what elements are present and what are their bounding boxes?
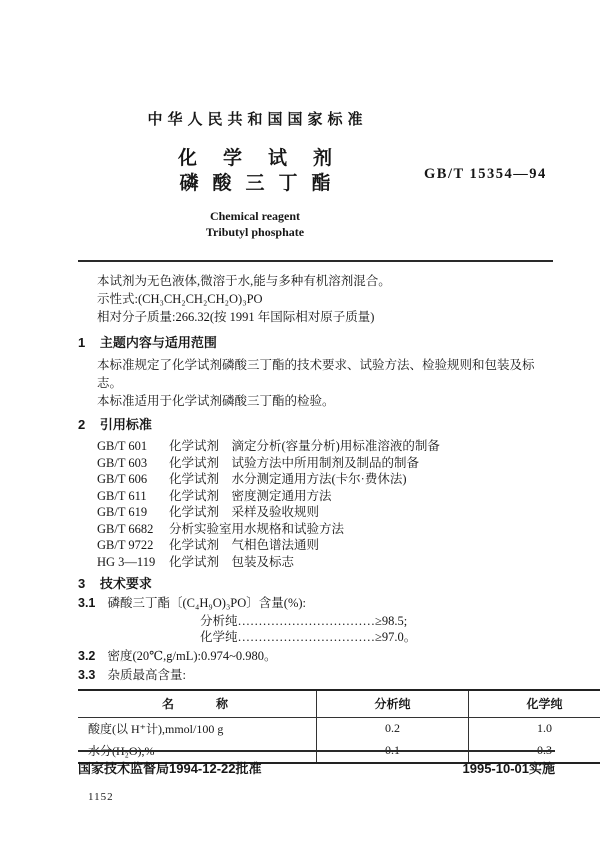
- references-list: [78, 438, 555, 570]
- reference-item: [97, 438, 555, 455]
- approval-text: 国家技术监督局1994-12-22批准: [78, 761, 262, 776]
- title-english-line2: Tributyl phosphate: [205, 225, 305, 239]
- section1-para2: 本标准适用于化学试剂磷酸三丁酯的检验。: [97, 394, 335, 408]
- cell-impurity-name: 酸度(以 H⁺计),mmol/100 g: [88, 722, 224, 736]
- grade-analytical-line: 分析纯……………………………≥98.5;: [200, 613, 408, 628]
- clause-3-3: [78, 667, 555, 685]
- reference-title: 分析实验室用水规格和试验方法: [169, 521, 345, 536]
- title-chinese-line1: 化学试剂: [177, 148, 358, 169]
- reference-item: [97, 521, 555, 538]
- header-title-block: [75, 110, 435, 240]
- reference-title: 化学试剂 密度测定通用方法: [169, 488, 332, 503]
- clause-3-2: [78, 648, 555, 666]
- reference-title: 化学试剂 试验方法中所用制剂及制品的制备: [169, 455, 420, 470]
- section1-heading: [78, 333, 555, 352]
- reference-item: [97, 455, 555, 472]
- reference-title: 化学试剂 滴定分析(容量分析)用标准溶液的制备: [169, 439, 440, 453]
- reference-code: HG 3—119: [97, 554, 156, 569]
- reference-code: GB/T 6682: [97, 521, 154, 536]
- reference-item: [97, 471, 555, 488]
- implementation-text: 1995-10-01实施: [462, 761, 555, 776]
- intro-line-formula: 示性式:(CH₃CH₂CH₂CH₂O)₃PO: [97, 292, 263, 306]
- cell-analytical-value: 0.2: [317, 717, 469, 740]
- header-divider: [78, 260, 553, 262]
- reference-code: GB/T 611: [97, 488, 147, 503]
- footer-divider: [78, 750, 555, 752]
- clause-3-1-text: 磷酸三丁酯〔(C₄H₉O)₃PO〕含量(%):: [107, 596, 306, 610]
- section3-title: 技术要求: [99, 576, 152, 591]
- page-number: 1152: [88, 791, 114, 803]
- clause-3-2-number: 3.2: [78, 648, 96, 663]
- clause-3-2-text: 密度(20℃,g/mL):0.974~0.980。: [107, 648, 277, 663]
- clause-3-3-number: 3.3: [78, 668, 96, 682]
- section1-paragraphs: [78, 356, 555, 410]
- section2-heading: [78, 415, 555, 434]
- standard-label: 中华人民共和国国家标准: [147, 111, 368, 128]
- grade-chemical-line: 化学纯……………………………≥97.0。: [200, 630, 417, 644]
- reference-code: GB/T 619: [97, 505, 148, 519]
- section2-title: 引用标准: [99, 417, 152, 432]
- reference-code: GB/T 603: [97, 455, 148, 470]
- intro-line-molar-mass: 相对分子质量:266.32(按 1991 年国际相对原子质量): [97, 310, 375, 324]
- column-header-analytical: 分析纯: [317, 690, 469, 718]
- reference-item: [97, 537, 555, 554]
- footer: [78, 750, 555, 777]
- section3-number: 3: [78, 576, 86, 591]
- impurity-table-header-row: [78, 690, 600, 718]
- column-header-name: 名称: [78, 690, 317, 718]
- cell-chemical-value: 1.0: [469, 717, 600, 740]
- section1-title: 主题内容与适用范围: [99, 335, 217, 350]
- table-row-acidity: [78, 717, 600, 740]
- column-header-chemical: 化学纯: [469, 690, 600, 718]
- reference-item: [97, 554, 555, 571]
- section1-para1: 本标准规定了化学试剂磷酸三丁酯的技术要求、试验方法、检验规则和包装及标志。: [97, 358, 535, 390]
- section3-heading: [78, 574, 555, 593]
- standard-code: GB/T 15354—94: [424, 166, 547, 182]
- section1-number: 1: [78, 335, 86, 350]
- reference-title: 化学试剂 包装及标志: [169, 554, 295, 569]
- intro-block: [78, 272, 555, 326]
- reference-item: [97, 488, 555, 505]
- intro-line-description: 本试剂为无色液体,微溶于水,能与多种有机溶剂混合。: [97, 274, 391, 288]
- reference-code: GB/T 9722: [97, 538, 154, 552]
- reference-code: GB/T 606: [97, 472, 148, 486]
- reference-title: 化学试剂 采样及验收规则: [169, 505, 320, 519]
- clause-3-1: [78, 595, 555, 613]
- clause-3-3-text: 杂质最高含量:: [107, 668, 186, 682]
- clause-3-1-number: 3.1: [78, 596, 96, 610]
- title-chinese-line2: 磷酸三丁酯: [179, 173, 345, 194]
- reference-item: [97, 504, 555, 521]
- reference-title: 化学试剂 气相色谱法通则: [169, 538, 320, 552]
- reference-title: 化学试剂 水分测定通用方法(卡尔·费休法): [169, 472, 407, 486]
- document-body: [78, 272, 563, 764]
- footer-row: [78, 758, 555, 777]
- title-english-line1: Chemical reagent: [209, 209, 301, 223]
- reference-code: GB/T 601: [97, 439, 148, 453]
- section2-number: 2: [78, 417, 86, 432]
